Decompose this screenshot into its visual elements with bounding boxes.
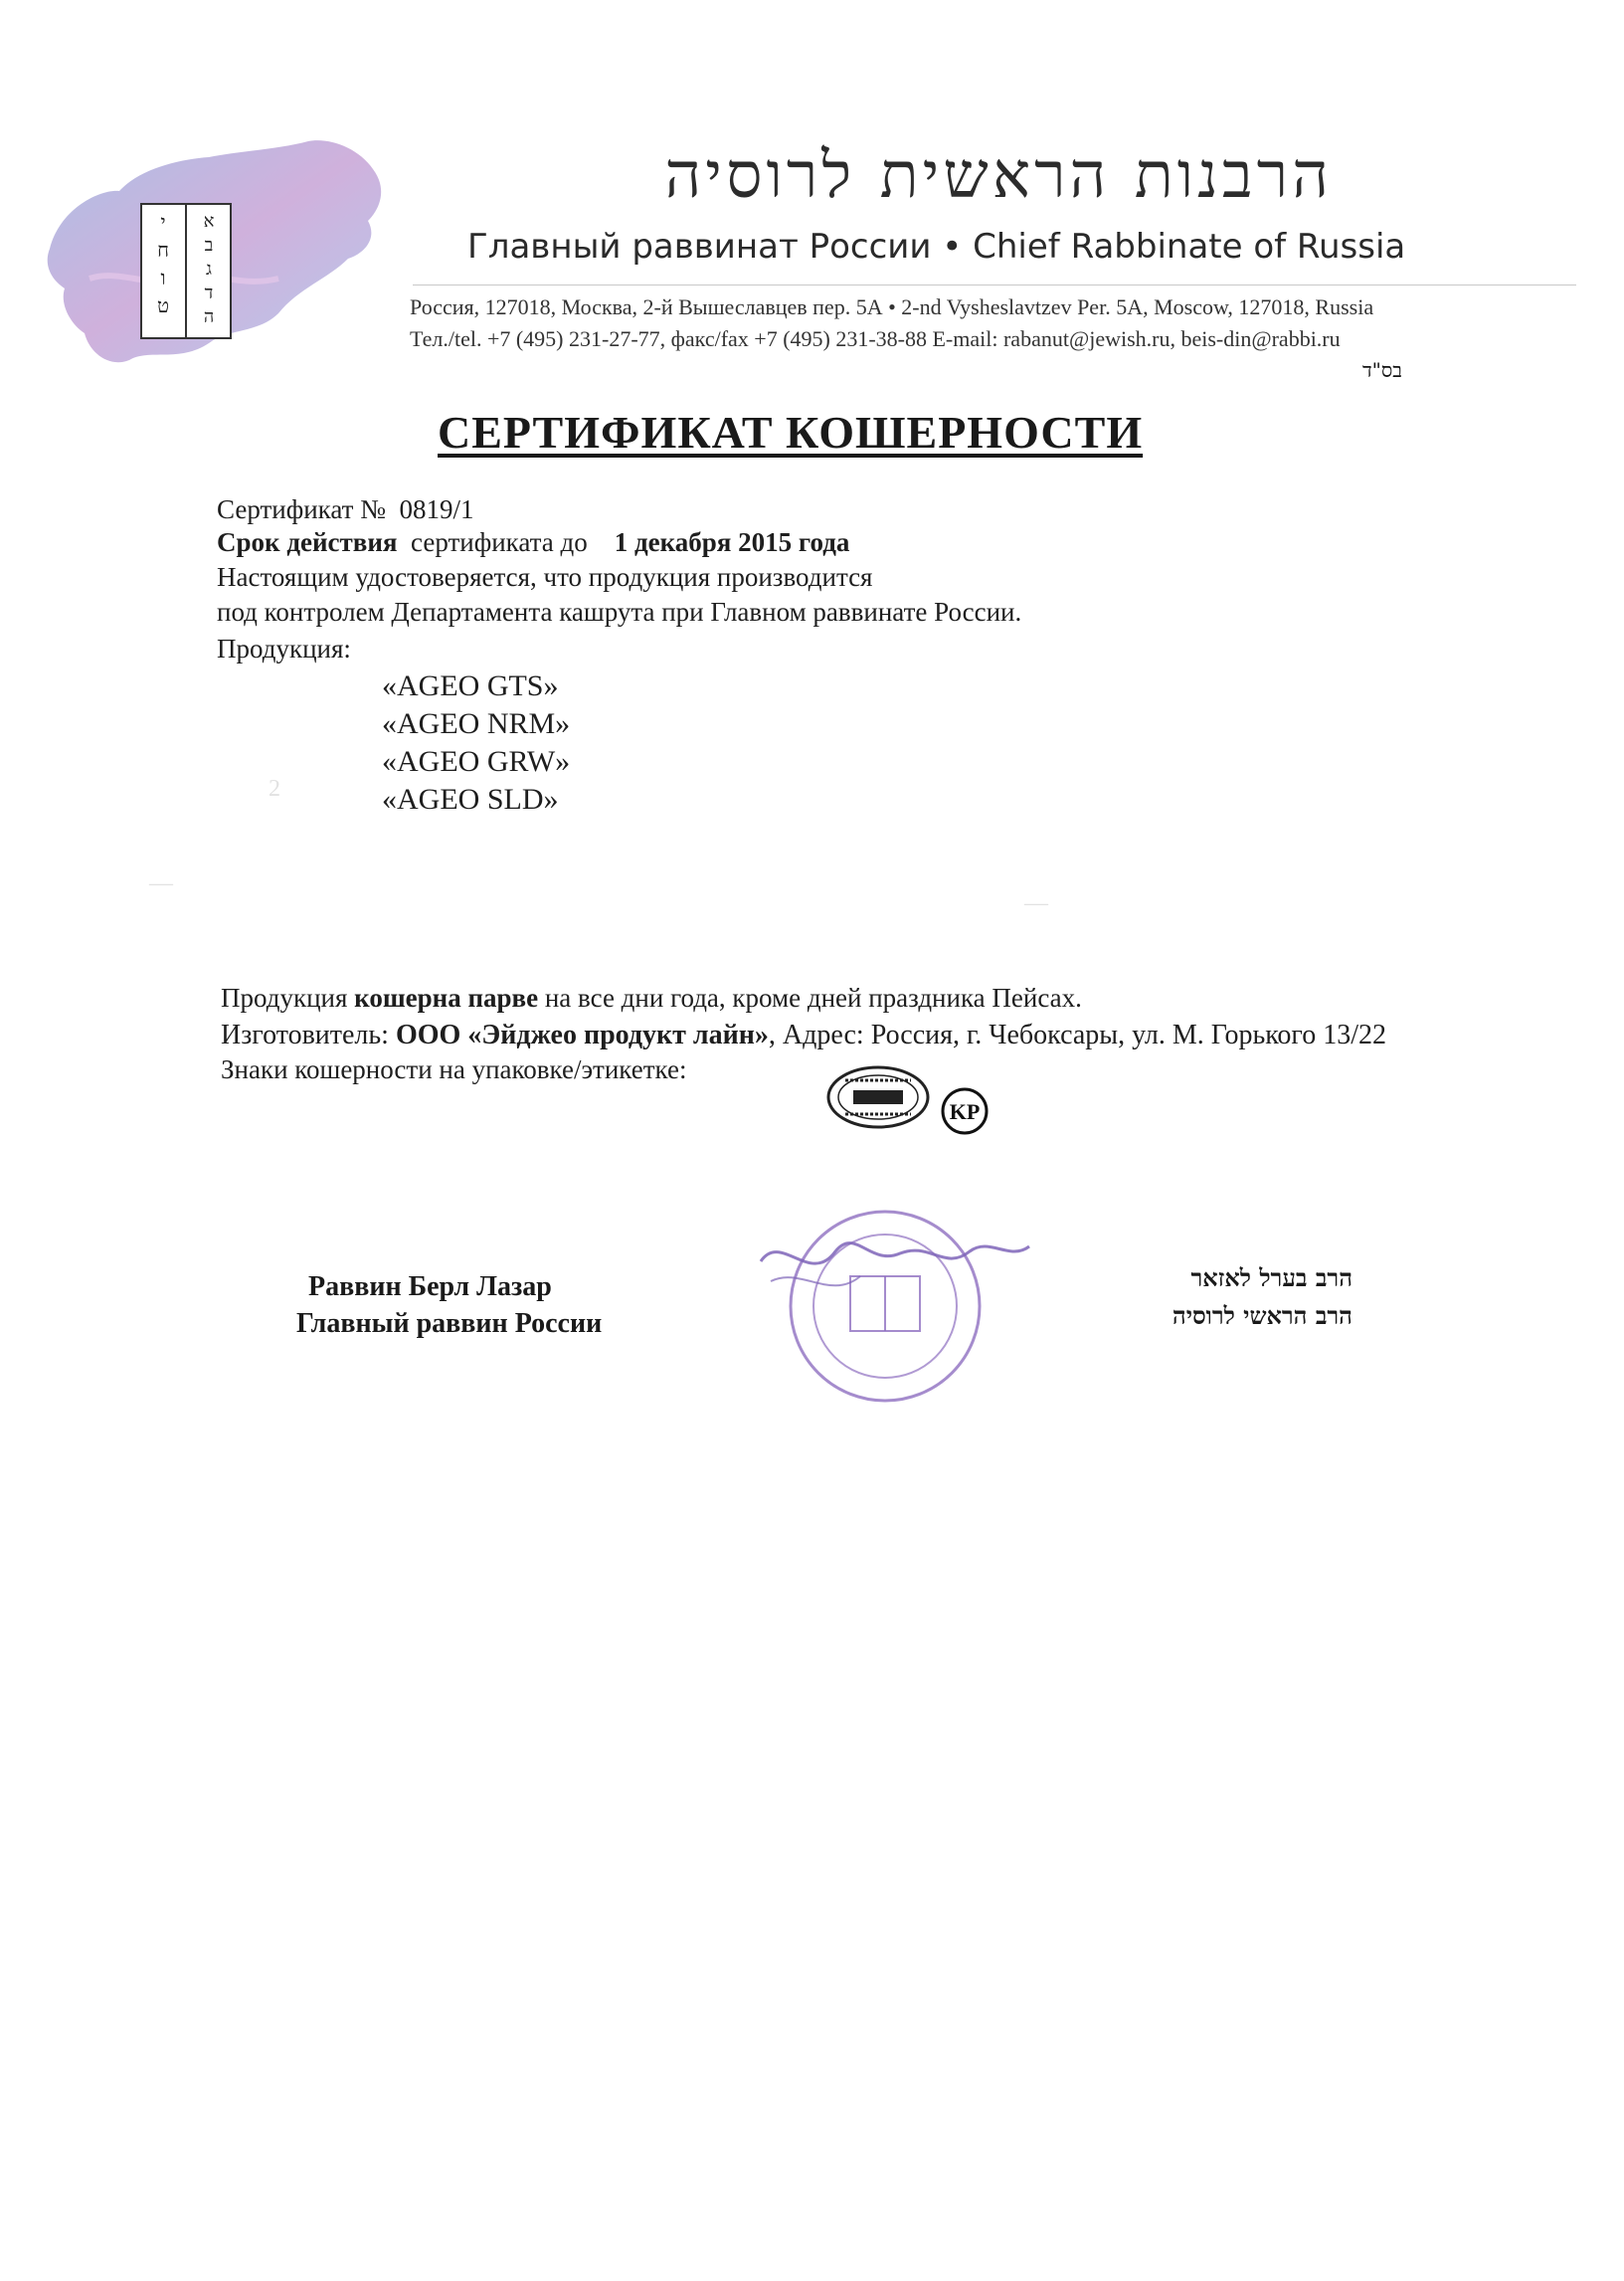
manufacturer-line: [221, 1020, 1386, 1051]
certificate-number-label: Сертификат №: [217, 494, 386, 524]
kosher-status-line: [221, 983, 1082, 1014]
letterhead-contacts: Тел./tel. +7 (495) 231-27-77, факс/fax +7 (495) 231-38-88 E-mail: rabanut@jewish.ru, beis-din@rabbi.ru: [410, 326, 1341, 351]
signatory-name-he: הרב בערל לאזאר: [1190, 1263, 1353, 1292]
ghost-mark: 2: [269, 776, 280, 802]
svg-text:ט: ט: [156, 293, 170, 317]
product-item: «AGEO SLD»: [382, 783, 559, 816]
kp-kosher-icon: [940, 1086, 990, 1136]
manufacturer-name: ООО «Эйджео продукт лайн»: [395, 1020, 769, 1050]
letterhead-hebrew-title: הרבנות הראשית לרוסיה: [664, 139, 1333, 213]
svg-text:ו: ו: [160, 266, 166, 289]
kosher-marks-label: Знаки кошерности на упаковке/этикетке:: [221, 1054, 687, 1084]
letterhead-subtitle: Главный раввинат России • Chief Rabbinate of Russia: [467, 227, 1406, 267]
product-item: «AGEO NRM»: [382, 707, 571, 740]
svg-text:י: י: [160, 210, 166, 234]
bsd-mark: בס"ד: [1362, 358, 1402, 382]
svg-text:ח: ח: [157, 238, 169, 262]
svg-text:KP: KP: [949, 1099, 981, 1124]
status-prefix: Продукция: [221, 983, 348, 1013]
ghost-mark: —: [1024, 890, 1048, 916]
statement-line-2: под контролем Департамента кашрута при Главном раввинате России.: [217, 597, 1022, 627]
signatory-title-ru: Главный раввин России: [296, 1308, 603, 1339]
product-item: «AGEO GRW»: [382, 745, 571, 778]
validity-text: сертификата до: [411, 527, 588, 557]
official-seal-stamp: [741, 1192, 1049, 1411]
letterhead-address: Россия, 127018, Москва, 2-й Вышеславцев пер. 5А • 2-nd Vysheslavtzev Per. 5A, Moscow, 127018, Russia: [410, 294, 1374, 319]
manufacturer-address: , Адрес: Россия, г. Чебоксары, ул. М. Горького 13/22: [768, 1020, 1386, 1050]
manufacturer-label: Изготовитель:: [221, 1020, 389, 1050]
certificate-number: 0819/1: [399, 494, 474, 524]
status-suffix: на все дни года, кроме дней праздника Пейсах.: [544, 983, 1082, 1013]
certificate-title: СЕРТИФИКАТ КОШЕРНОСТИ: [438, 407, 1144, 458]
signatory-title-he: הרב הראשי לרוסיה: [1172, 1301, 1353, 1330]
kosher-oval-stamp-icon: [823, 1062, 933, 1132]
signatory-name-ru: Раввин Берл Лазар: [308, 1271, 552, 1302]
svg-text:ג: ג: [206, 259, 212, 280]
svg-text:ה: ה: [203, 306, 215, 327]
statement-line-1: Настоящим удостоверяется, что продукция производится: [217, 562, 873, 592]
validity-date: 1 декабря 2015 года: [614, 527, 850, 557]
status-bold: кошерна парве: [354, 983, 539, 1013]
products-label: Продукция:: [217, 634, 351, 664]
product-item: «AGEO GTS»: [382, 669, 559, 702]
svg-text:ד: ד: [204, 283, 214, 303]
russia-map-logo: [30, 129, 398, 378]
certificate-number-line: [217, 494, 473, 525]
svg-text:ב: ב: [204, 235, 214, 256]
validity-label: Срок действия: [217, 527, 398, 557]
svg-text:א: א: [203, 211, 215, 232]
ghost-mark: —: [149, 870, 173, 896]
validity-line: [217, 527, 849, 558]
